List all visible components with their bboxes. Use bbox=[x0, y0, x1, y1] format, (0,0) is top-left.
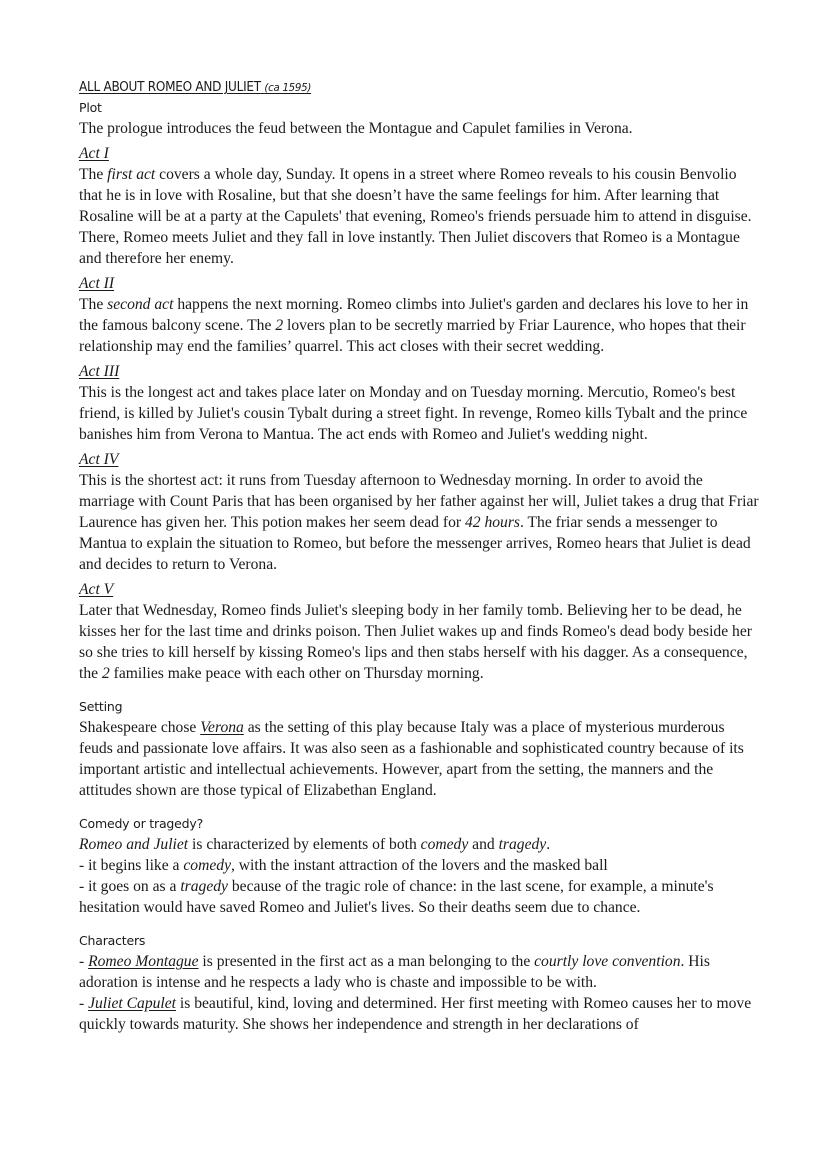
act-text-2: The second act happens the next morning. Romeo climbs into Juliet's garden and declares his love to her in the famous balcony scene. The 2 lovers plan to be secretly married by Friar Laurence, who hopes that their relationship may end the families’ quarrel. This act closes with their secret wedding. bbox=[79, 296, 749, 355]
section-heading-plot: Plot bbox=[79, 100, 102, 115]
comedy-line-2: - it begins like a comedy, with the instant attraction of the lovers and the masked ball bbox=[79, 857, 608, 874]
romeo-name: Romeo Montague bbox=[88, 953, 199, 970]
act-heading-4: Act IV bbox=[79, 451, 119, 468]
document-page bbox=[79, 78, 759, 1035]
character-romeo: - Romeo Montague is presented in the first act as a man belonging to the courtly love convention. His adoration is intense and he respects a lady who is chaste and impossible to be with. bbox=[79, 953, 710, 991]
act-text-1: The first act covers a whole day, Sunday. It opens in a street where Romeo reveals to his cousin Benvolio that he is in love with Rosaline, but that she doesn’t have the same feelings for him. After learning that Rosaline will be at a party at the Capulets' that evening, Romeo's friends persuade him to attend in disguise. There, Romeo meets Juliet and they fall in love instantly. Then Juliet discovers that Romeo is a Montague and therefore her enemy. bbox=[79, 166, 752, 267]
act-heading-2: Act II bbox=[79, 275, 115, 292]
comedy-line-3: - it goes on as a tragedy because of the tragic role of chance: in the last scene, for example, a minute's hesitation would have saved Romeo and Juliet's lives. So their deaths seem due to chance. bbox=[79, 878, 714, 916]
act-text-5: Later that Wednesday, Romeo finds Juliet's sleeping body in her family tomb. Believing her to be dead, he kisses her for the last time and drinks poison. Then Juliet wakes up and finds Romeo's dead body beside her so she tries to kill herself by kissing Romeo's lips and then stabs herself with his dagger. As a consequence, the 2 families make peace with each other on Thursday morning. bbox=[79, 602, 752, 682]
section-heading-characters: Characters bbox=[79, 933, 146, 948]
character-juliet: - Juliet Capulet is beautiful, kind, loving and determined. Her first meeting with Romeo causes her to move quickly towards maturity. She shows her independence and strength in her declarations of bbox=[79, 995, 752, 1033]
section-heading-comedy-tragedy: Comedy or tragedy? bbox=[79, 816, 204, 831]
act-heading-5: Act V bbox=[79, 581, 114, 598]
plot-prologue: The prologue introduces the feud between the Montague and Capulet families in Verona. bbox=[79, 120, 633, 137]
document-title bbox=[79, 78, 711, 98]
act-text-3: This is the longest act and takes place later on Monday and on Tuesday morning. Mercutio, Romeo's best friend, is killed by Juliet's cousin Tybalt during a street fight. In revenge, Romeo kills Tybalt and the prince banishes him from Verona to Mantua. The act ends with Romeo and Juliet's wedding night. bbox=[79, 384, 748, 443]
verona-link: Verona bbox=[200, 719, 244, 736]
comedy-line-1: Romeo and Juliet is characterized by elements of both comedy and tragedy. bbox=[79, 836, 551, 853]
act-heading-1: Act I bbox=[79, 145, 109, 162]
setting-text: Shakespeare chose Verona as the setting of this play because Italy was a place of mysterious murderous feuds and passionate love affairs. It was also seen as a fashionable and sophisticated country because of its important artistic and intellectual achievements. However, apart from the setting, the manners and the attitudes shown are those typical of Elizabethan England. bbox=[79, 719, 744, 799]
act-heading-3: Act III bbox=[79, 363, 120, 380]
title-date: (ca 1595) bbox=[264, 81, 312, 94]
section-heading-setting: Setting bbox=[79, 699, 123, 714]
title-text: ALL ABOUT ROMEO AND JULIET bbox=[79, 80, 261, 95]
juliet-name: Juliet Capulet bbox=[88, 995, 177, 1012]
act-text-4: This is the shortest act: it runs from Tuesday afternoon to Wednesday morning. In order to avoid the marriage with Count Paris that has been organised by her father against her will, Juliet takes a drug that Friar Laurence has given her. This potion makes her seem dead for 42 hours. The friar sends a messenger to Mantua to explain the situation to Romeo, but before the messenger arrives, Romeo hears that Juliet is dead and decides to return to Verona. bbox=[79, 472, 759, 573]
